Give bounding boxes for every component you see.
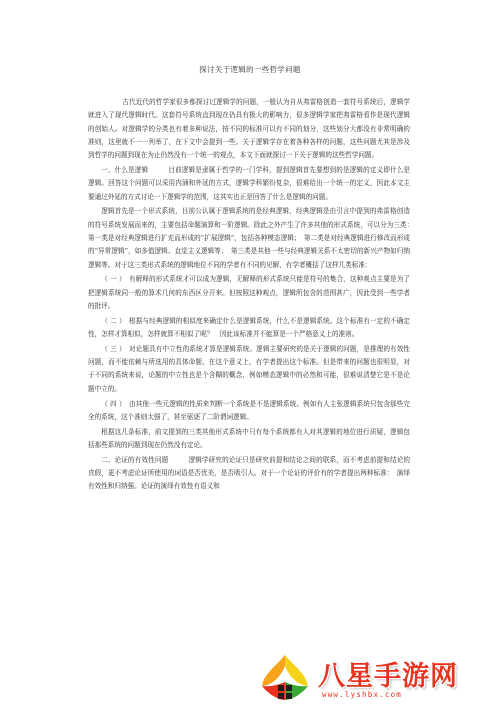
- paragraph-section-1: 一、什么是逻辑 目前逻辑是隶属于哲学的一门学科，提到逻辑首先要想到的是逻辑的定义即什么是逻辑。回答这个问题可以采用内涵和外延的方式，逻辑学科繁纷复杂，很难给出一个统一的定义，因此本文主要通过外延的方式讨论一下逻辑学的范围，这其实也正是回答了什么是逻辑的问题。: [88, 165, 410, 201]
- paragraph-criterion-1: （ 一 ） 有解释的形式系统才可以成为逻辑，无解释的形式系统只能是符号的集合，这种观点主要是为了把逻辑系统同一般的算术几何的东西区分开来。但按照这种观点，逻辑所包含的范围甚广，因此受到一些学者的批评。: [88, 275, 410, 310]
- paragraph-criterion-4: （ 四 ） 由其他一些元逻辑的性质来判断一个系统是不是逻辑系统。例如有人主张逻辑系统只包含那些完全的系统，这个准则太强了，甚至驱逐了二阶谓词逻辑。: [88, 399, 410, 421]
- paragraph-conclusion: 根据这几条标准，前文提到的三类其他形式系统中只有每个系统都有人对其逻辑的地位进行质疑，逻辑包括那些系统的问题到现在仍然没有定论。: [88, 427, 410, 449]
- paragraph-criterion-3: （ 三 ） 对论题具有中立性的系统才算是逻辑系统。逻辑主要研究的是关于逻辑的问题，是推理的有效性问题，而不能依赖与所选用的具体命题，在这个意义上，有学者提出这个标准。但是带来的问题也很明显，对于不同的系统来说，论题的中立性也是个含糊的概念，例如模态逻辑中的必然和可能，很难说清楚它是不是论题中立的。: [88, 344, 410, 393]
- site-watermark: [256, 650, 496, 704]
- site-logo-icon: [256, 652, 314, 704]
- site-watermark-url: www.lyshbx.com: [322, 690, 403, 699]
- paragraph-formal-systems: 逻辑首先是一个形式系统，目前公认属于逻辑系统的是经典逻辑，经典逻辑是由引言中提到的弗雷格创造的符号系统发展而来的，主要包括命题演算和一阶逻辑。除此之外产生了许多其他的形式系统，可以分为三类： 第一类是对经典逻辑进行扩充而形成的“扩展逻辑”，包括各种模态逻辑； 第二类是对经典逻辑进行修改而形成的“异常逻辑”，如多值逻辑、直觉主义逻辑等； 第三类是其他一些与经典逻辑关系不太密切的新兴产物如归纳逻辑等。对于这三类形式系统的逻辑地位不同的学者有不同的见解，有学者概括了这样几类标准：: [88, 207, 417, 269]
- site-watermark-text: 八星手游网: [318, 661, 458, 692]
- paragraph-section-2: 二、论证的有效性问题 逻辑学研究的论证只是研究前提和结论之间的联系，而不考虑前提和结论的真假，更不考虑论证所使用的词语是否优美，是否吸引人。对于一个论证的评价有的学者提出两种标准： 演绎有效性和归纳强。论证的演绎有效性有语义和: [88, 455, 410, 491]
- document-title: 探讨关于逻辑的一些哲学问题: [199, 65, 301, 74]
- paragraph-criterion-2: （ 二 ） 根据与经典逻辑的相似度来确定什么是逻辑系统，什么不是逻辑系统。这个标准有一定的不确定性，怎样才算相似，怎样就算不相似了呢？ 因此该标准并不能算是一个严格意义上的准则。: [88, 316, 410, 339]
- document-body: [88, 96, 417, 495]
- paragraph-intro: 古代近代的哲学家很多都探讨过逻辑学的问题，一般认为自从弗雷格创造一套符号系统后，逻辑学就进入了现代逻辑时代。这套符号系统直到现在仍具有极大的影响力，很多逻辑学家把弗雷格看作是现代逻辑的创始人。对逻辑学的分类也有着多种说法，按不同的标准可以有不同的划分，这些划分大都没有非常明确的准则，这里就不一一列举了，在下文中会提到一些。关于逻辑学存在着各种各样的问题，这些问题尤其是涉及到哲学的问题到现在为止仍然没有一个统一的观点，本文下面就探讨一下关于逻辑的这些哲学问题。: [88, 98, 410, 160]
